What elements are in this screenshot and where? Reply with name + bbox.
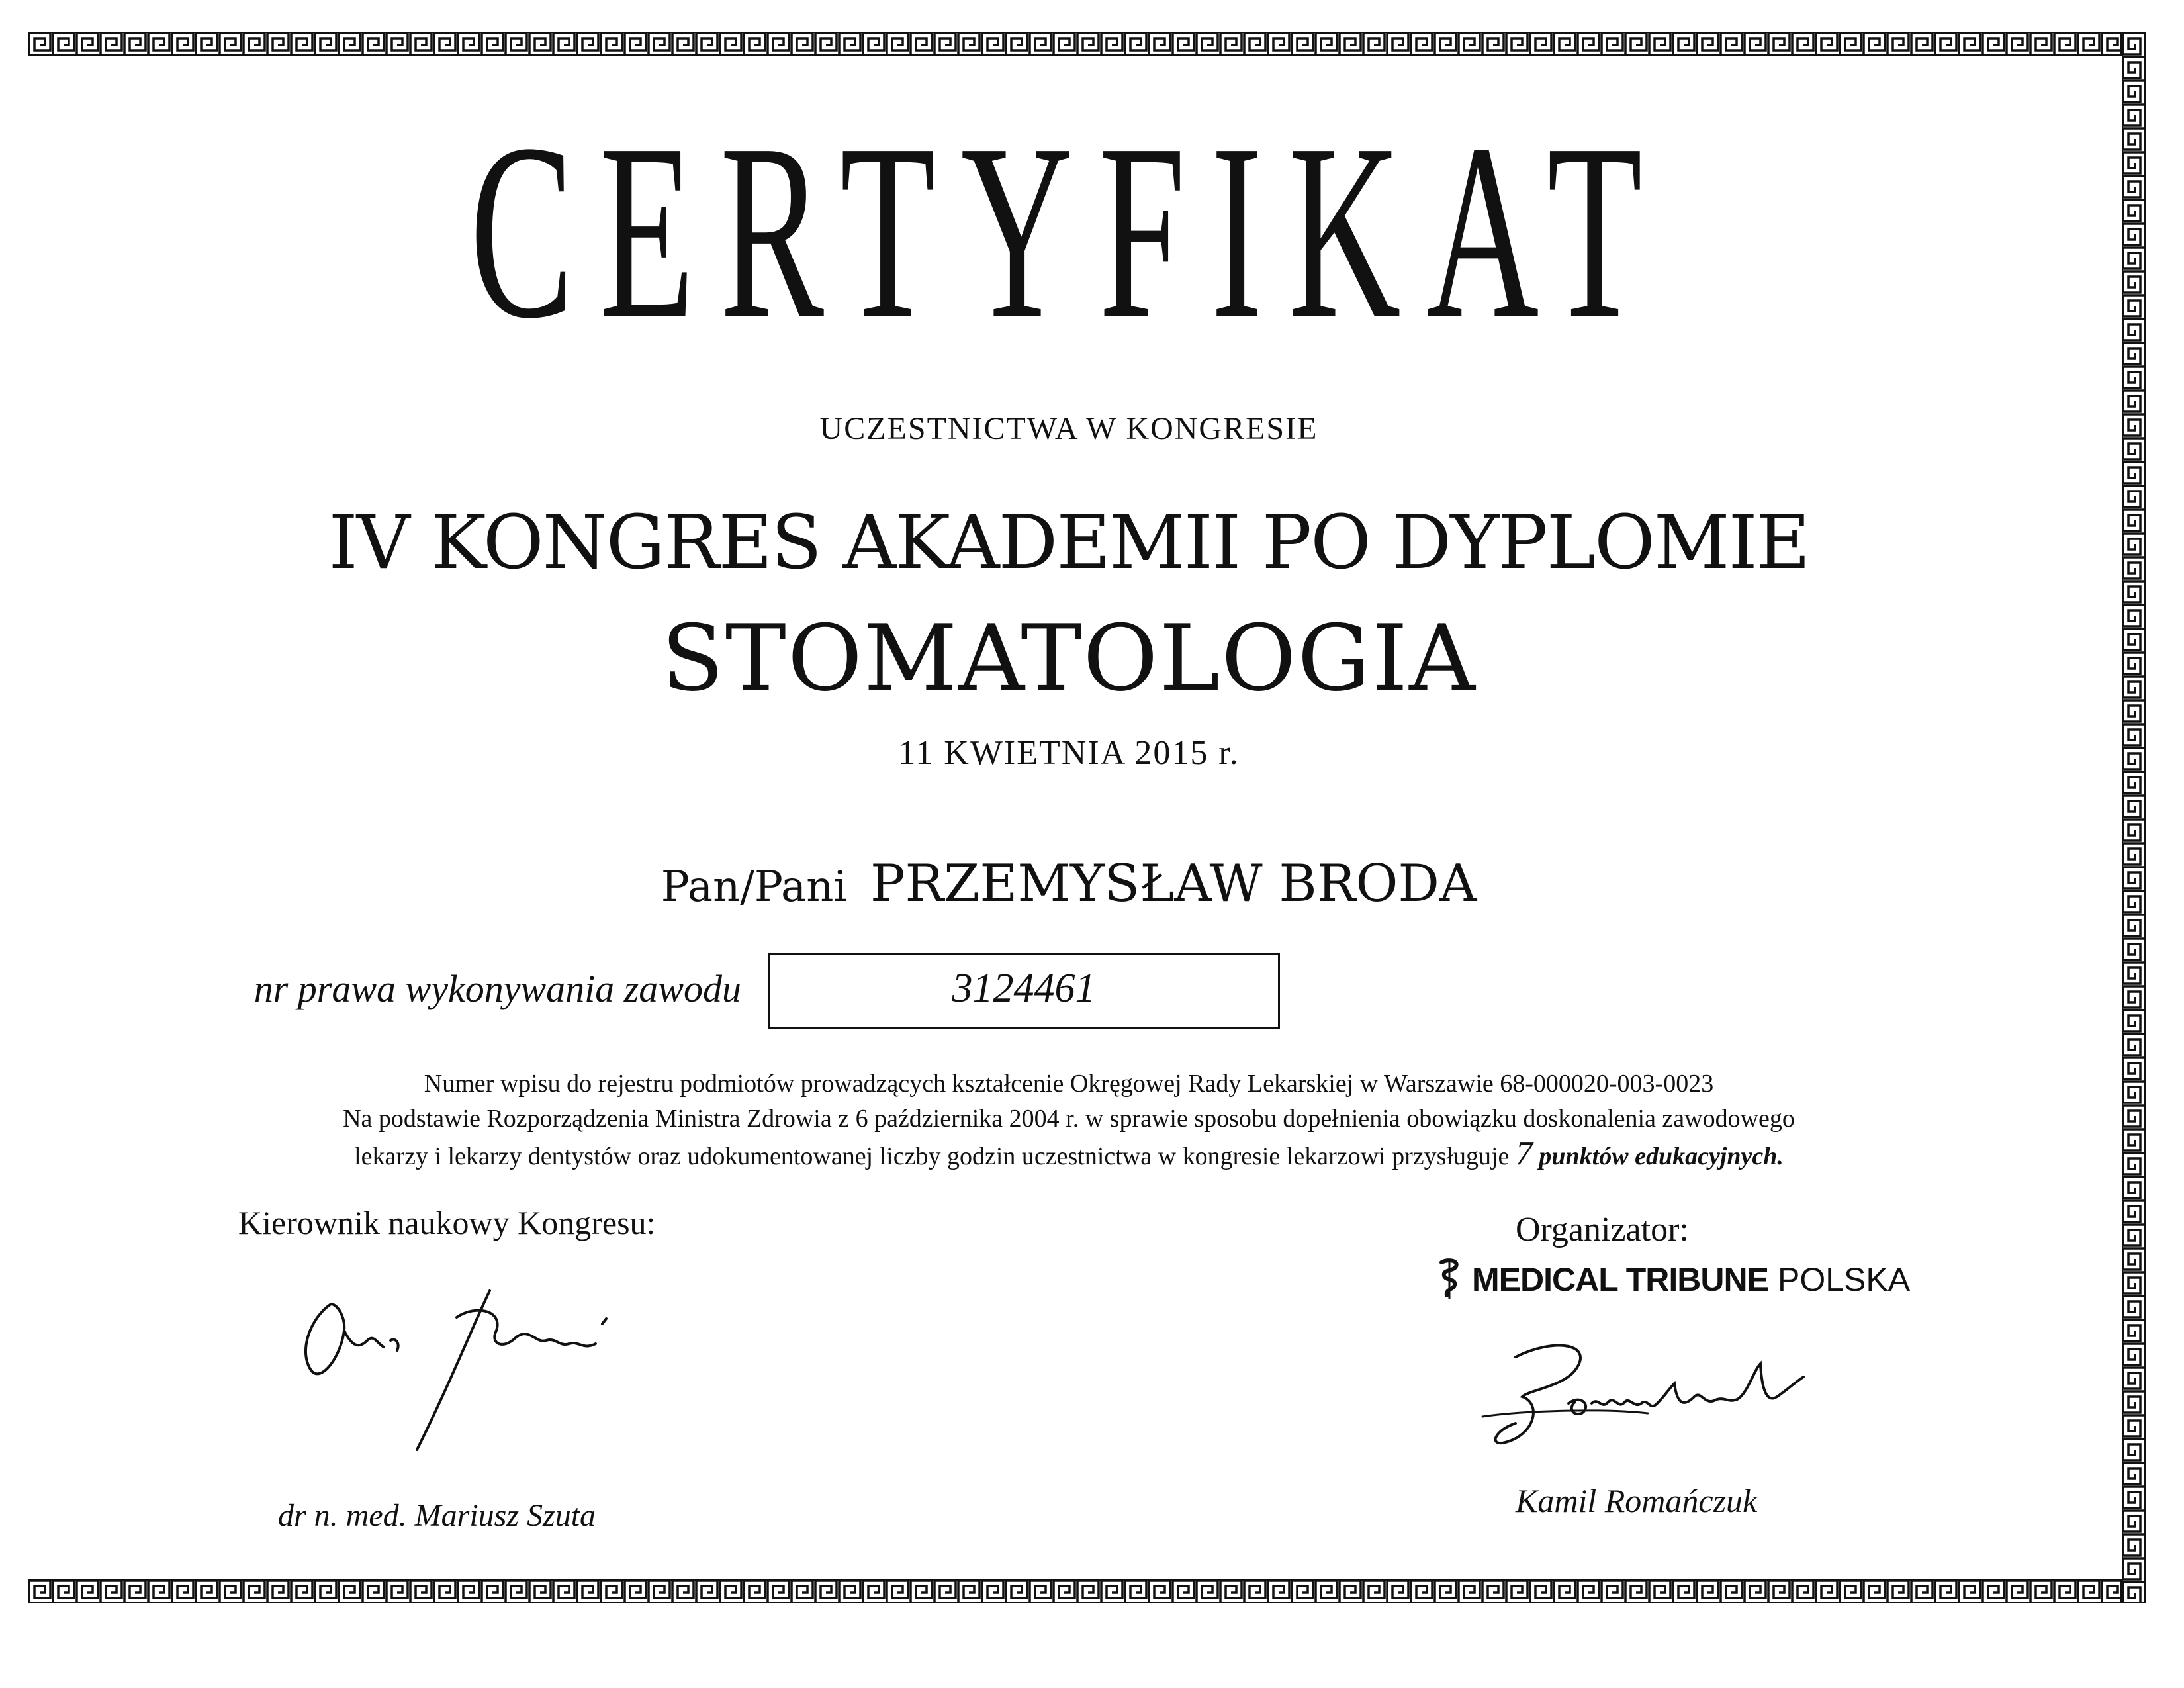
- regulation-text: Na podstawie Rozporządzenia Ministra Zdrowia z 6 października 2004 r. w sprawie sposobu dopełnienia obowiązku doskonalenia zawodowego: [343, 1105, 1795, 1133]
- greek-key-border-bottom: [28, 1579, 2122, 1603]
- congress-specialty: STOMATOLOGIA: [661, 605, 1477, 712]
- certificate-subtitle: UCZESTNICTWA W KONGRESIE: [819, 411, 1318, 446]
- caduceus-icon: [1436, 1258, 1463, 1301]
- organizer-logo: [1436, 1256, 1910, 1303]
- organizer-label: Organizator:: [1516, 1211, 1689, 1248]
- points-unit: punktów edukacyjnych.: [1539, 1143, 1784, 1170]
- points-sentence: lekarzy i lekarzy dentystów oraz udokumentowanej liczby godzin uczestnictwa w kongresie lekarzowi przysługuje: [354, 1143, 1510, 1170]
- greek-key-border-top: [28, 32, 2122, 56]
- license-label: nr prawa wykonywania zawodu: [253, 967, 741, 1010]
- organizer-signature: [1476, 1331, 1820, 1456]
- congress-date: 11 KWIETNIA 2015 r.: [898, 734, 1240, 772]
- scientific-director-label: Kierownik naukowy Kongresu:: [238, 1204, 656, 1241]
- scientific-director-signature: [285, 1278, 655, 1476]
- salutation-label: Pan/Pani: [660, 863, 847, 912]
- congress-name: IV KONGRES AKADEMII PO DYPLOMIE: [328, 500, 1809, 586]
- certificate-title: CERTYFIKAT: [469, 92, 1668, 371]
- organizer-brand-bold: MEDICAL TRIBUNE: [1472, 1261, 1768, 1298]
- points-number: 7: [1515, 1135, 1533, 1172]
- scientific-director-name: dr n. med. Mariusz Szuta: [278, 1498, 596, 1533]
- registry-text: Numer wpisu do rejestru podmiotów prowadzących kształcenie Okręgowej Rady Lekarskiej w Warszawie 68-000020-003-0023: [424, 1070, 1714, 1098]
- participant-line: [0, 854, 2138, 914]
- organizer-signer-name: Kamil Romańczuk: [1516, 1482, 1758, 1519]
- organizer-brand-light: POLSKA: [1777, 1261, 1911, 1298]
- greek-key-border-right: [2122, 32, 2146, 1603]
- participant-name: PRZEMYSŁAW BRODA: [870, 854, 1477, 914]
- license-number: 3124461: [952, 966, 1096, 1011]
- points-text: [0, 1137, 2138, 1173]
